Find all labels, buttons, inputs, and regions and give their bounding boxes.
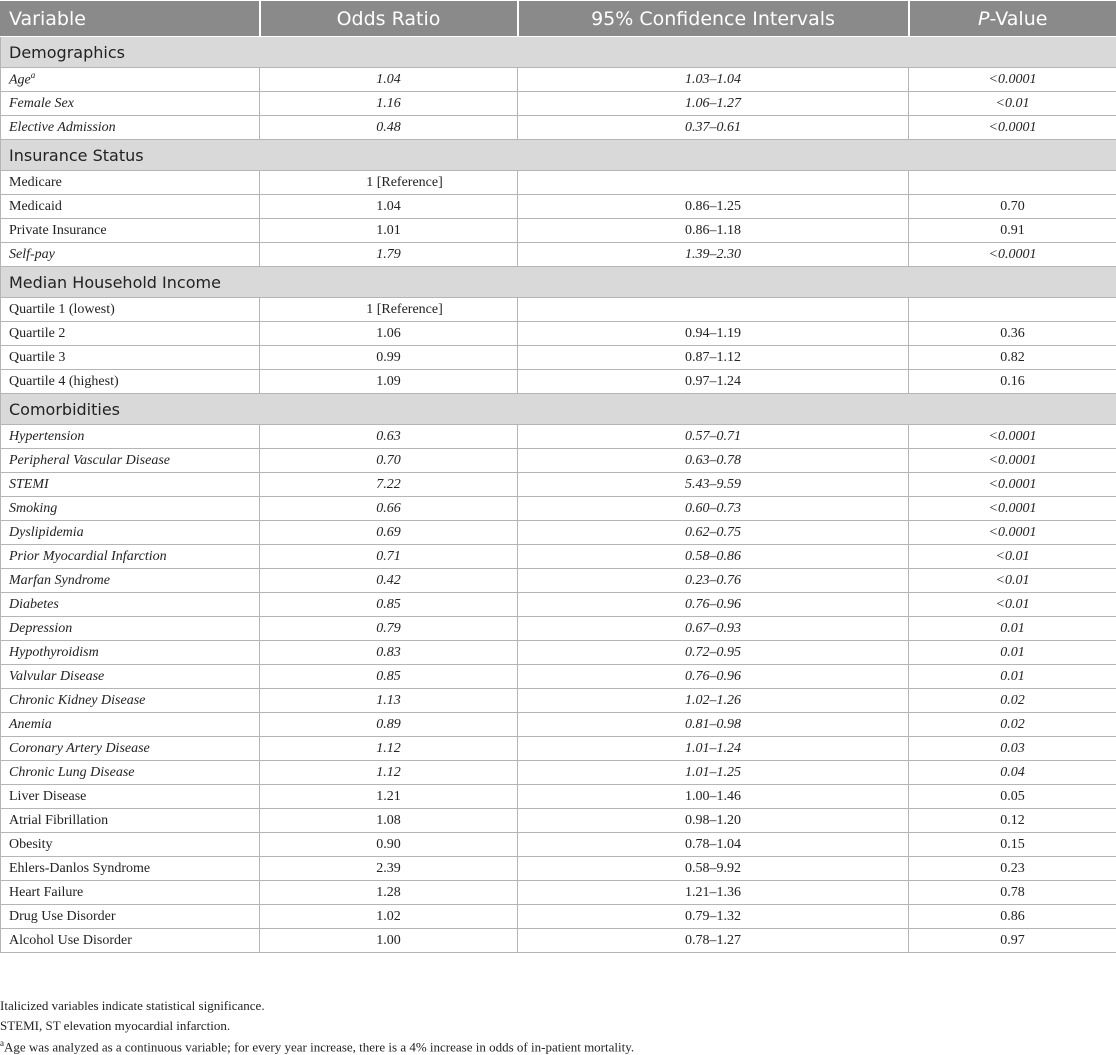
cell-p-value: <0.01 xyxy=(909,569,1116,593)
cell-confidence-interval: 0.94–1.19 xyxy=(518,322,909,346)
table-row xyxy=(1,713,1116,737)
section-title: Demographics xyxy=(1,37,1116,68)
variable-label: Heart Failure xyxy=(9,884,84,900)
table-row xyxy=(1,737,1116,761)
cell-confidence-interval: 1.39–2.30 xyxy=(518,243,909,267)
table-row xyxy=(1,593,1116,617)
variable-label: Quartile 2 xyxy=(9,325,66,341)
table-row xyxy=(1,370,1116,394)
cell-confidence-interval: 0.72–0.95 xyxy=(518,641,909,665)
cell-odds-ratio: 1.28 xyxy=(260,881,518,905)
cell-p-value: 0.04 xyxy=(909,761,1116,785)
cell-confidence-interval: 1.06–1.27 xyxy=(518,92,909,116)
cell-odds-ratio: 0.85 xyxy=(260,593,518,617)
cell-odds-ratio: 0.85 xyxy=(260,665,518,689)
cell-variable xyxy=(1,761,260,785)
cell-odds-ratio: 1.00 xyxy=(260,929,518,953)
cell-p-value: 0.78 xyxy=(909,881,1116,905)
cell-variable xyxy=(1,322,260,346)
header-confidence-intervals: 95% Confidence Intervals xyxy=(518,1,909,37)
variable-label: Female Sex xyxy=(9,95,74,111)
variable-label: Anemia xyxy=(9,716,52,732)
cell-p-value: 0.16 xyxy=(909,370,1116,394)
table-row xyxy=(1,298,1116,322)
cell-odds-ratio: 0.70 xyxy=(260,449,518,473)
cell-variable xyxy=(1,617,260,641)
cell-p-value xyxy=(909,171,1116,195)
cell-variable xyxy=(1,92,260,116)
cell-variable xyxy=(1,857,260,881)
section-header-row xyxy=(1,37,1116,68)
cell-confidence-interval: 0.78–1.27 xyxy=(518,929,909,953)
footnote-marker: a xyxy=(30,70,36,81)
cell-odds-ratio: 0.83 xyxy=(260,641,518,665)
table-row xyxy=(1,521,1116,545)
cell-variable xyxy=(1,929,260,953)
cell-variable xyxy=(1,881,260,905)
table-row xyxy=(1,92,1116,116)
cell-odds-ratio: 1 [Reference] xyxy=(260,298,518,322)
cell-confidence-interval: 0.62–0.75 xyxy=(518,521,909,545)
cell-p-value: 0.02 xyxy=(909,713,1116,737)
cell-odds-ratio: 1.04 xyxy=(260,68,518,92)
header-p-rest: -Value xyxy=(989,7,1048,30)
cell-p-value: <0.0001 xyxy=(909,425,1116,449)
cell-p-value: <0.0001 xyxy=(909,473,1116,497)
table-row xyxy=(1,665,1116,689)
variable-label: Private Insurance xyxy=(9,222,107,238)
cell-p-value: <0.01 xyxy=(909,545,1116,569)
footnote-a-mark: a xyxy=(0,1038,4,1048)
variable-label: Quartile 1 (lowest) xyxy=(9,301,115,317)
cell-p-value: <0.01 xyxy=(909,92,1116,116)
footnote-abbreviation: STEMI, ST elevation myocardial infarction. xyxy=(0,1018,231,1033)
cell-odds-ratio: 1.08 xyxy=(260,809,518,833)
cell-confidence-interval: 1.02–1.26 xyxy=(518,689,909,713)
variable-label: Quartile 3 xyxy=(9,349,66,365)
cell-confidence-interval: 0.86–1.18 xyxy=(518,219,909,243)
header-p-value xyxy=(909,1,1116,37)
cell-confidence-interval: 0.76–0.96 xyxy=(518,665,909,689)
cell-p-value: <0.01 xyxy=(909,593,1116,617)
cell-variable xyxy=(1,641,260,665)
variable-label: Drug Use Disorder xyxy=(9,908,116,924)
table-row xyxy=(1,545,1116,569)
variable-label: Atrial Fibrillation xyxy=(9,812,109,828)
table-row xyxy=(1,449,1116,473)
section-header-row xyxy=(1,394,1116,425)
table-row xyxy=(1,322,1116,346)
cell-p-value: 0.82 xyxy=(909,346,1116,370)
cell-variable xyxy=(1,737,260,761)
variable-label: Quartile 4 (highest) xyxy=(9,373,119,389)
cell-variable xyxy=(1,171,260,195)
cell-odds-ratio: 1.16 xyxy=(260,92,518,116)
cell-variable xyxy=(1,219,260,243)
variable-label: Alcohol Use Disorder xyxy=(9,932,132,948)
section-title: Comorbidities xyxy=(1,394,1116,425)
cell-variable xyxy=(1,195,260,219)
cell-confidence-interval: 0.76–0.96 xyxy=(518,593,909,617)
table-row xyxy=(1,569,1116,593)
table-row xyxy=(1,905,1116,929)
header-p-italic: P xyxy=(978,7,990,30)
cell-confidence-interval: 0.63–0.78 xyxy=(518,449,909,473)
cell-confidence-interval: 0.23–0.76 xyxy=(518,569,909,593)
cell-odds-ratio: 0.71 xyxy=(260,545,518,569)
cell-odds-ratio: 1.04 xyxy=(260,195,518,219)
cell-odds-ratio: 0.69 xyxy=(260,521,518,545)
cell-p-value: <0.0001 xyxy=(909,521,1116,545)
cell-variable xyxy=(1,785,260,809)
table-header-row xyxy=(1,1,1116,37)
cell-p-value: <0.0001 xyxy=(909,243,1116,267)
cell-variable xyxy=(1,370,260,394)
cell-variable xyxy=(1,809,260,833)
variable-label: Hypertension xyxy=(9,428,85,444)
cell-confidence-interval: 0.86–1.25 xyxy=(518,195,909,219)
cell-p-value: 0.01 xyxy=(909,617,1116,641)
cell-variable xyxy=(1,497,260,521)
table-row xyxy=(1,425,1116,449)
cell-confidence-interval: 0.98–1.20 xyxy=(518,809,909,833)
section-title: Median Household Income xyxy=(1,267,1116,298)
cell-p-value: 0.36 xyxy=(909,322,1116,346)
footnote-a-text: Age was analyzed as a continuous variable; for every year increase, there is a 4% increase in odds of in-patient mortality. xyxy=(4,1039,635,1055)
cell-odds-ratio: 0.42 xyxy=(260,569,518,593)
cell-confidence-interval: 1.21–1.36 xyxy=(518,881,909,905)
cell-confidence-interval: 0.58–9.92 xyxy=(518,857,909,881)
cell-variable xyxy=(1,593,260,617)
cell-odds-ratio: 0.89 xyxy=(260,713,518,737)
variable-label: Age xyxy=(9,72,31,88)
cell-variable xyxy=(1,665,260,689)
cell-p-value: 0.05 xyxy=(909,785,1116,809)
cell-p-value: <0.0001 xyxy=(909,116,1116,140)
cell-confidence-interval: 0.97–1.24 xyxy=(518,370,909,394)
cell-confidence-interval: 0.79–1.32 xyxy=(518,905,909,929)
cell-odds-ratio: 0.79 xyxy=(260,617,518,641)
cell-odds-ratio: 1.01 xyxy=(260,219,518,243)
cell-variable xyxy=(1,449,260,473)
table-row xyxy=(1,929,1116,953)
variable-label: Marfan Syndrome xyxy=(9,572,110,588)
cell-confidence-interval: 0.57–0.71 xyxy=(518,425,909,449)
table-body xyxy=(1,37,1116,953)
cell-variable xyxy=(1,521,260,545)
cell-p-value: 0.15 xyxy=(909,833,1116,857)
table-row xyxy=(1,833,1116,857)
cell-odds-ratio: 0.63 xyxy=(260,425,518,449)
variable-label: Coronary Artery Disease xyxy=(9,740,150,756)
variable-label: Valvular Disease xyxy=(9,668,105,684)
variable-label: Prior Myocardial Infarction xyxy=(9,548,167,564)
cell-odds-ratio: 1.79 xyxy=(260,243,518,267)
cell-variable xyxy=(1,116,260,140)
variable-label: Dyslipidemia xyxy=(9,524,84,540)
cell-p-value: 0.03 xyxy=(909,737,1116,761)
cell-confidence-interval: 0.58–0.86 xyxy=(518,545,909,569)
table-row xyxy=(1,497,1116,521)
cell-variable xyxy=(1,298,260,322)
table-row xyxy=(1,346,1116,370)
cell-odds-ratio: 1 [Reference] xyxy=(260,171,518,195)
cell-odds-ratio: 1.12 xyxy=(260,761,518,785)
table-row xyxy=(1,689,1116,713)
cell-p-value: 0.70 xyxy=(909,195,1116,219)
table-row xyxy=(1,116,1116,140)
variable-label: Peripheral Vascular Disease xyxy=(9,452,170,468)
cell-variable xyxy=(1,346,260,370)
cell-odds-ratio: 0.48 xyxy=(260,116,518,140)
variable-label: Hypothyroidism xyxy=(9,644,99,660)
cell-odds-ratio: 1.13 xyxy=(260,689,518,713)
section-header-row xyxy=(1,140,1116,171)
footnote-a xyxy=(0,1038,634,1055)
cell-odds-ratio: 1.21 xyxy=(260,785,518,809)
cell-p-value: 0.02 xyxy=(909,689,1116,713)
cell-p-value: <0.0001 xyxy=(909,497,1116,521)
cell-confidence-interval: 1.01–1.24 xyxy=(518,737,909,761)
cell-p-value: 0.86 xyxy=(909,905,1116,929)
section-title: Insurance Status xyxy=(1,140,1116,171)
cell-p-value: <0.0001 xyxy=(909,68,1116,92)
cell-confidence-interval: 0.87–1.12 xyxy=(518,346,909,370)
table-row xyxy=(1,195,1116,219)
variable-label: Smoking xyxy=(9,500,58,516)
cell-odds-ratio: 1.02 xyxy=(260,905,518,929)
header-variable: Variable xyxy=(1,1,260,37)
cell-odds-ratio: 0.99 xyxy=(260,346,518,370)
cell-confidence-interval: 0.37–0.61 xyxy=(518,116,909,140)
table-row xyxy=(1,617,1116,641)
cell-confidence-interval: 0.60–0.73 xyxy=(518,497,909,521)
variable-label: Depression xyxy=(9,620,73,636)
cell-p-value xyxy=(909,298,1116,322)
table-row xyxy=(1,219,1116,243)
cell-variable xyxy=(1,243,260,267)
cell-variable xyxy=(1,473,260,497)
cell-odds-ratio: 1.12 xyxy=(260,737,518,761)
variable-label: Chronic Lung Disease xyxy=(9,764,135,780)
variable-label: Liver Disease xyxy=(9,788,87,804)
cell-odds-ratio: 0.90 xyxy=(260,833,518,857)
variable-label: Medicaid xyxy=(9,198,62,214)
cell-odds-ratio: 7.22 xyxy=(260,473,518,497)
cell-p-value: <0.0001 xyxy=(909,449,1116,473)
table-row xyxy=(1,785,1116,809)
cell-confidence-interval: 5.43–9.59 xyxy=(518,473,909,497)
table-row xyxy=(1,857,1116,881)
cell-variable xyxy=(1,689,260,713)
cell-variable xyxy=(1,713,260,737)
cell-variable xyxy=(1,569,260,593)
cell-variable xyxy=(1,425,260,449)
table-row xyxy=(1,761,1116,785)
cell-confidence-interval xyxy=(518,298,909,322)
cell-p-value: 0.01 xyxy=(909,641,1116,665)
variable-label: Medicare xyxy=(9,174,62,190)
header-odds-ratio: Odds Ratio xyxy=(260,1,518,37)
cell-confidence-interval: 1.00–1.46 xyxy=(518,785,909,809)
variable-label: Ehlers-Danlos Syndrome xyxy=(9,860,151,876)
cell-odds-ratio: 0.66 xyxy=(260,497,518,521)
cell-variable xyxy=(1,68,260,92)
table-row xyxy=(1,641,1116,665)
variable-label: Obesity xyxy=(9,836,53,852)
cell-variable xyxy=(1,833,260,857)
cell-p-value: 0.91 xyxy=(909,219,1116,243)
cell-confidence-interval: 1.03–1.04 xyxy=(518,68,909,92)
cell-p-value: 0.97 xyxy=(909,929,1116,953)
table-row xyxy=(1,243,1116,267)
cell-p-value: 0.12 xyxy=(909,809,1116,833)
cell-odds-ratio: 1.06 xyxy=(260,322,518,346)
cell-confidence-interval: 0.78–1.04 xyxy=(518,833,909,857)
table-row xyxy=(1,473,1116,497)
cell-confidence-interval: 0.67–0.93 xyxy=(518,617,909,641)
table-row xyxy=(1,171,1116,195)
table-row xyxy=(1,68,1116,92)
variable-label: Elective Admission xyxy=(9,119,116,135)
variable-label: Self-pay xyxy=(9,246,55,262)
cell-confidence-interval: 1.01–1.25 xyxy=(518,761,909,785)
cell-p-value: 0.01 xyxy=(909,665,1116,689)
table-row xyxy=(1,881,1116,905)
variable-label: STEMI xyxy=(9,476,49,492)
cell-p-value: 0.23 xyxy=(909,857,1116,881)
cell-confidence-interval: 0.81–0.98 xyxy=(518,713,909,737)
cell-confidence-interval xyxy=(518,171,909,195)
cell-odds-ratio: 1.09 xyxy=(260,370,518,394)
footnote-italics: Italicized variables indicate statistical significance. xyxy=(0,998,265,1013)
variable-label: Chronic Kidney Disease xyxy=(9,692,146,708)
cell-variable xyxy=(1,905,260,929)
table-row xyxy=(1,809,1116,833)
cell-variable xyxy=(1,545,260,569)
cell-odds-ratio: 2.39 xyxy=(260,857,518,881)
variable-label: Diabetes xyxy=(9,596,59,612)
section-header-row xyxy=(1,267,1116,298)
